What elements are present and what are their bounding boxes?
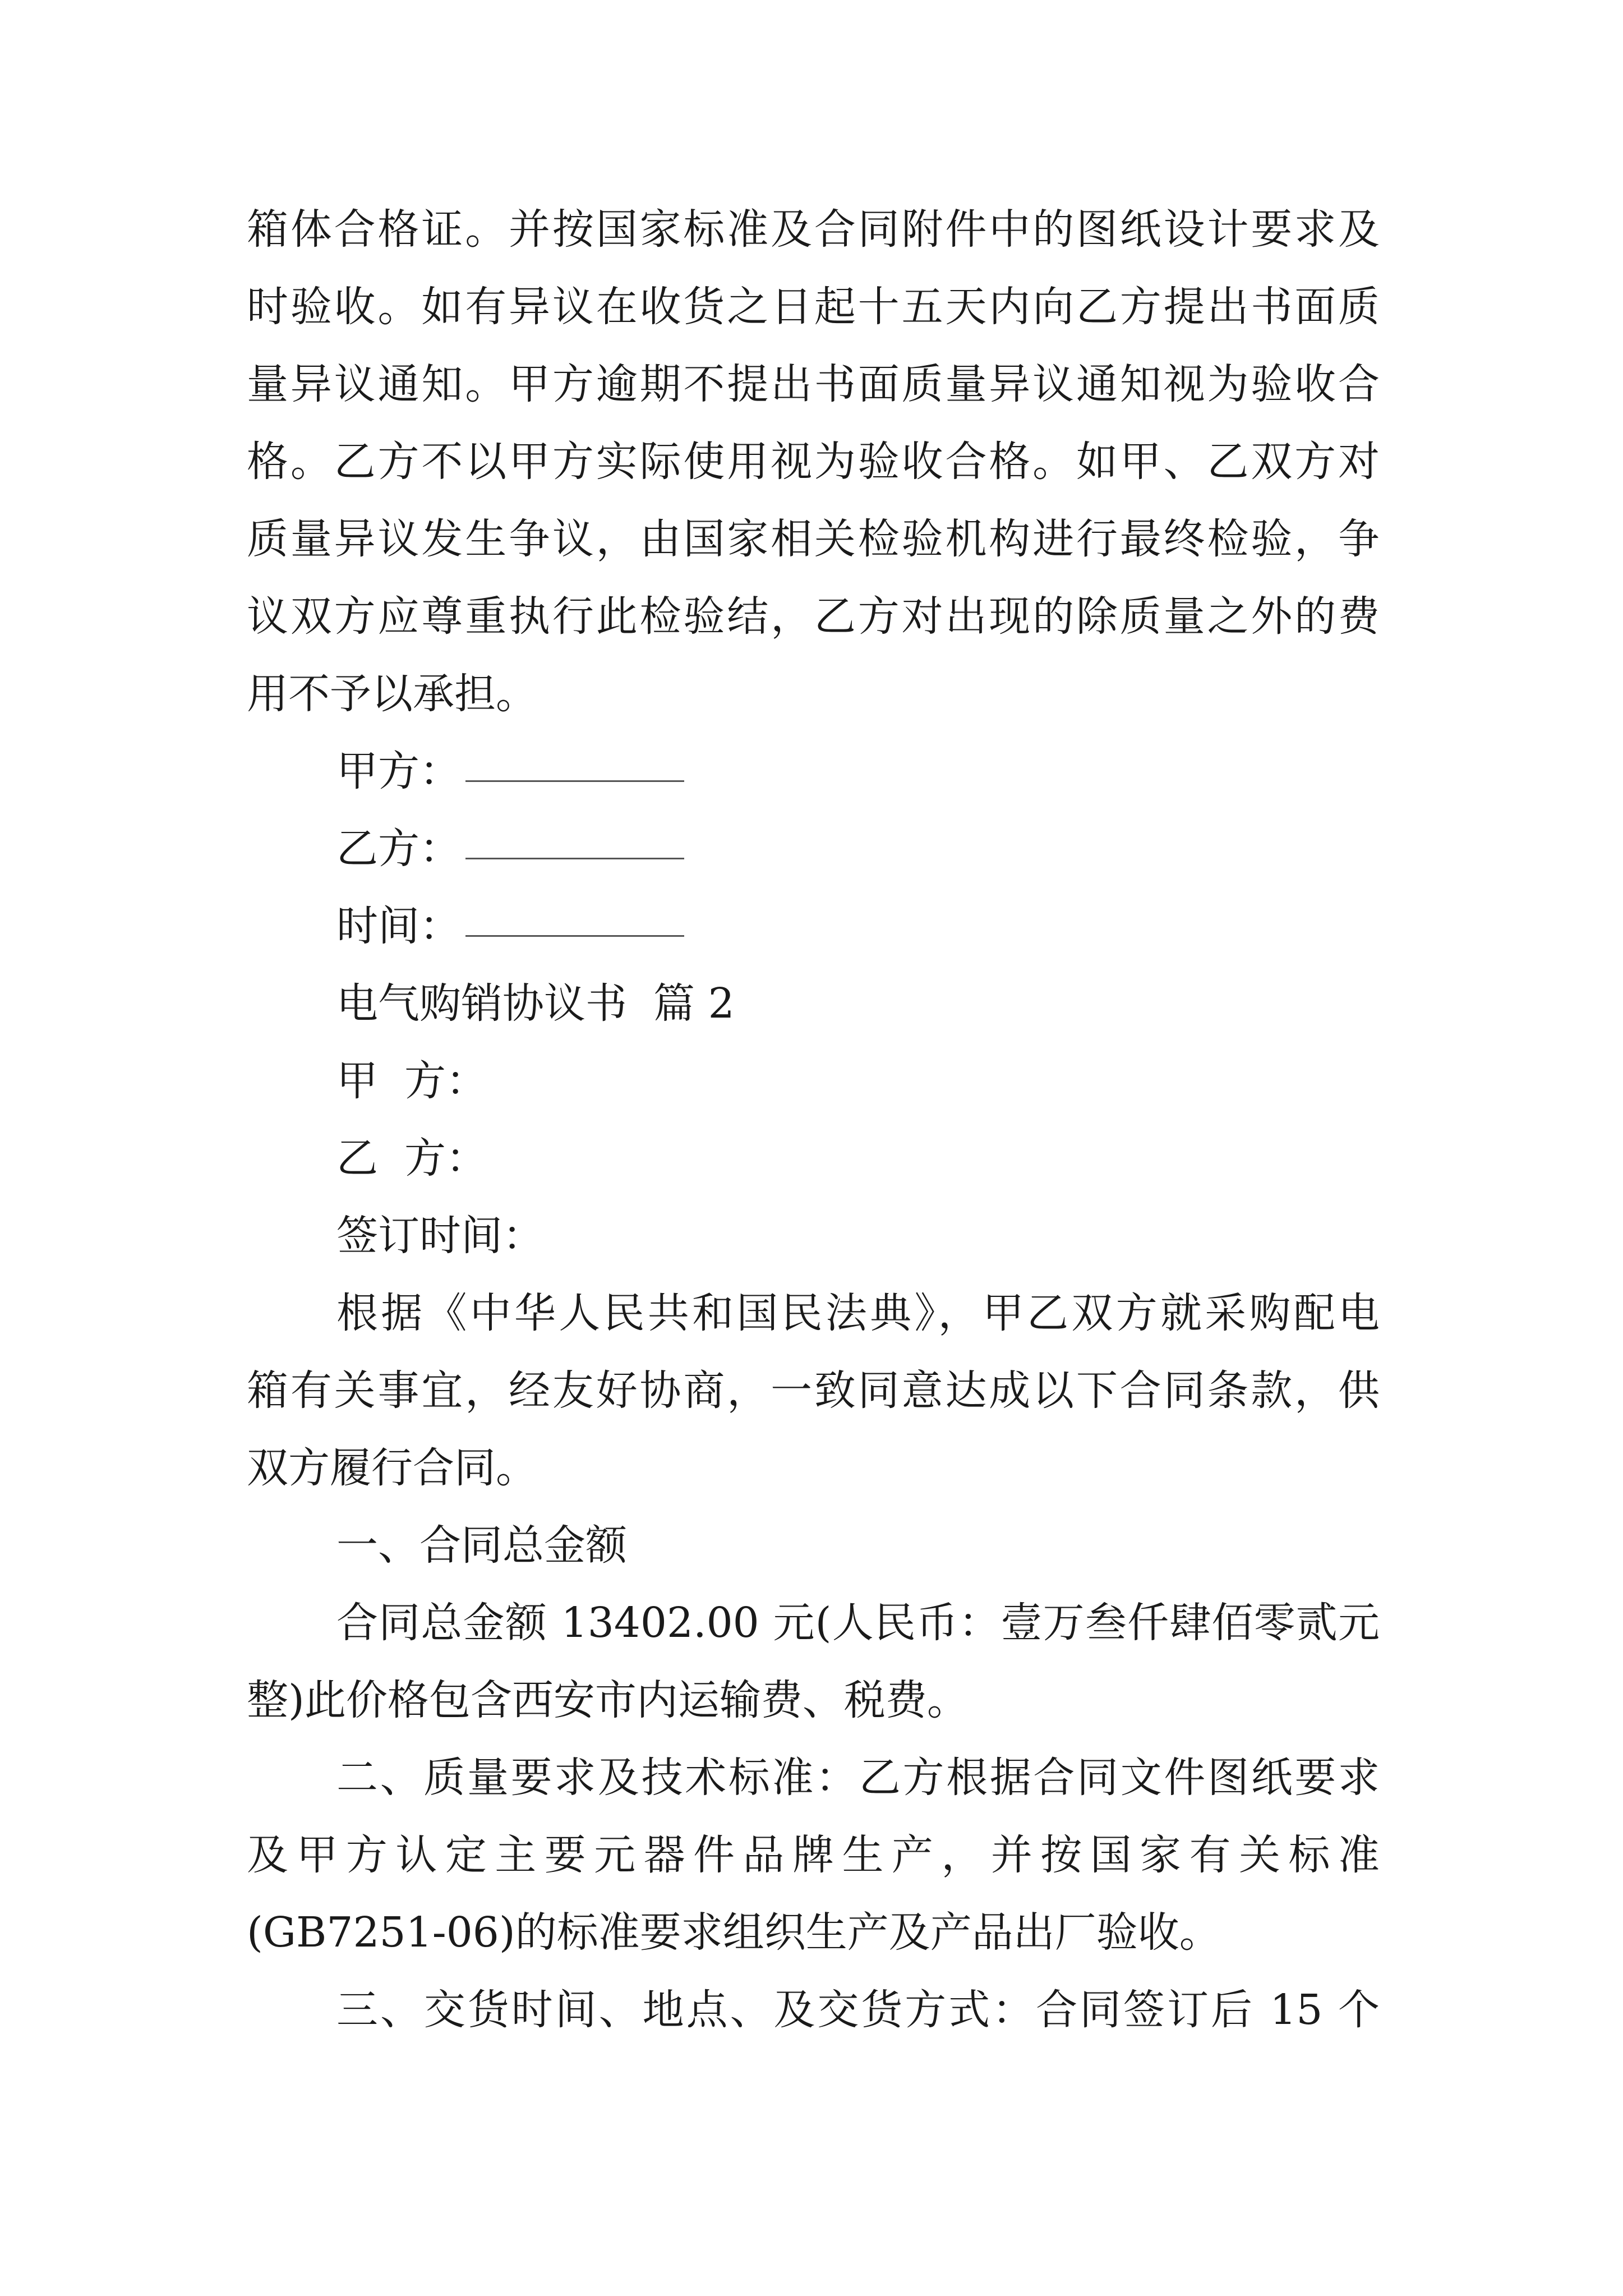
section-title: 电气购销协议书 篇 2 xyxy=(336,979,735,1028)
text-line: 议双方应尊重执行此检验结，乙方对出现的除质量之外的费 xyxy=(247,592,1380,641)
quality-line: 二、质量要求及技术标准：乙方根据合同文件图纸要求 xyxy=(336,1754,1380,1802)
amount-line: 合同总金额 13402.00 元(人民币：壹万叁仟肆佰零贰元 xyxy=(336,1599,1380,1647)
heading-contract-amount: 一、合同总金额 xyxy=(336,1521,627,1570)
signature-date xyxy=(247,887,1380,965)
text-line: 时验收。如有异议在收货之日起十五天内向乙方提出书面质 xyxy=(247,283,1380,331)
intro-line: 箱有关事宜，经友好协商，一致同意达成以下合同条款，供 xyxy=(247,1366,1380,1415)
quality-line: 及甲方认定主要元器件品牌生产，并按国家有关标准 xyxy=(247,1831,1380,1879)
party-a-label: 甲 方： xyxy=(336,1057,488,1105)
quality-line: (GB7251-06)的标准要求组织生产及产品出厂验收。 xyxy=(247,1908,1221,1957)
party-b-label: 乙 方： xyxy=(336,1134,488,1182)
document-body xyxy=(247,191,1380,2049)
sign-time-label: 签订时间： xyxy=(336,1212,544,1260)
signature-label: 时间： xyxy=(336,902,461,950)
text-line: 质量异议发生争议，由国家相关检验机构进行最终检验，争 xyxy=(247,515,1380,563)
signature-party-a xyxy=(247,733,1380,810)
signature-blank xyxy=(465,901,684,937)
signature-blank xyxy=(465,824,684,859)
delivery-line: 三、交货时间、地点、及交货方式：合同签订后 15 个 xyxy=(336,1986,1380,2034)
signature-blank xyxy=(465,747,684,782)
text-line: 格。乙方不以甲方实际使用视为验收合格。如甲、乙双方对 xyxy=(247,438,1380,486)
text-line: 量异议通知。甲方逾期不提出书面质量异议通知视为验收合 xyxy=(247,360,1380,408)
text-line: 箱体合格证。并按国家标准及合同附件中的图纸设计要求及 xyxy=(247,205,1380,254)
text-line: 用不予以承担。 xyxy=(247,670,537,718)
intro-line: 根据《中华人民共和国民法典》，甲乙双方就采购配电 xyxy=(336,1289,1380,1337)
signature-label: 乙方： xyxy=(336,825,461,873)
signature-party-b xyxy=(247,810,1380,887)
signature-label: 甲方： xyxy=(336,747,461,795)
intro-line: 双方履行合同。 xyxy=(247,1444,537,1492)
amount-line: 整)此价格包含西安市内运输费、税费。 xyxy=(247,1676,969,1724)
